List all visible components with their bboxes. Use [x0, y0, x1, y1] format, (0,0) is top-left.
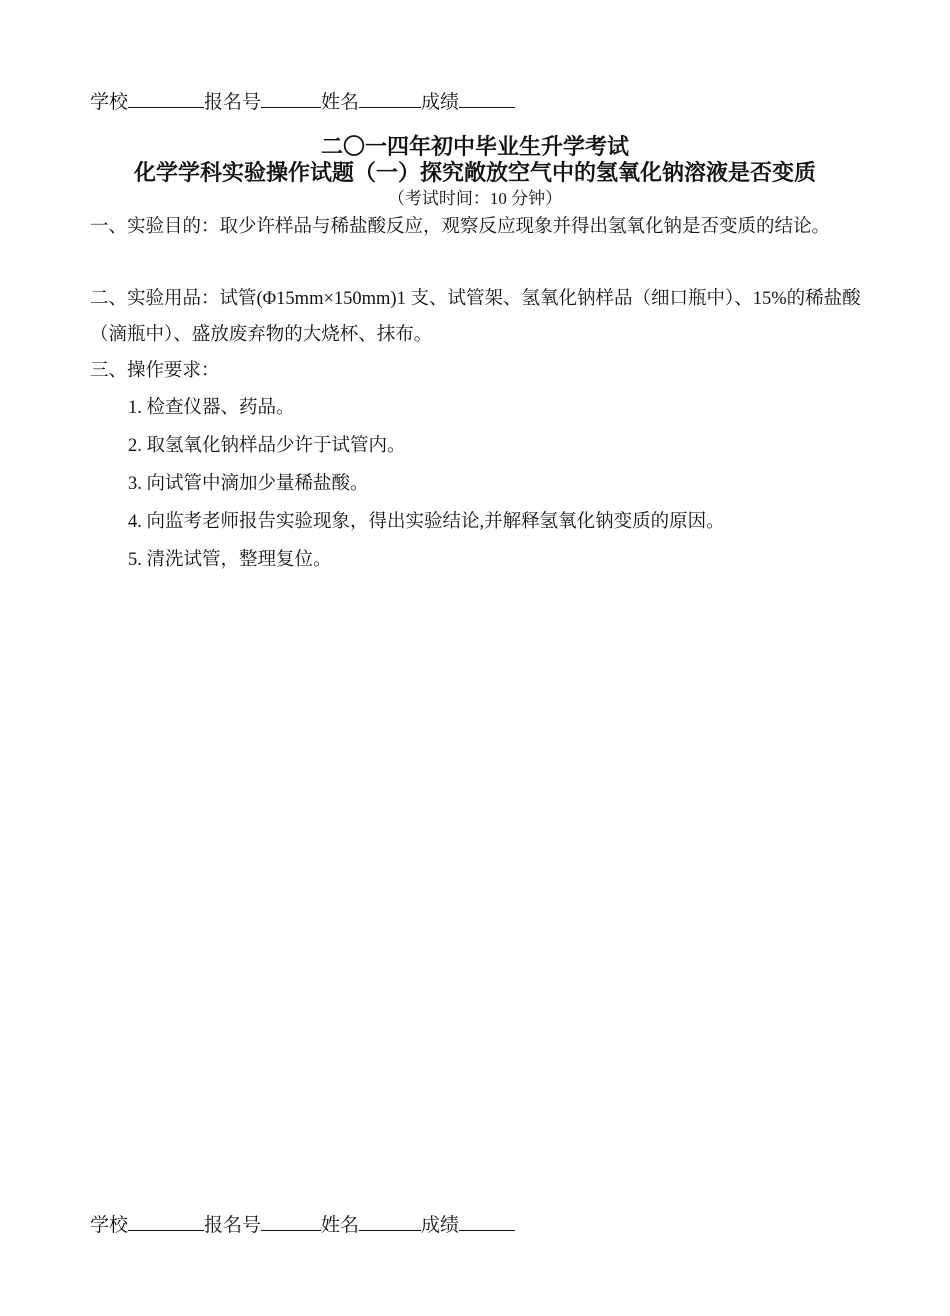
reg-number-label: 报名号: [204, 1215, 262, 1236]
exam-time: （考试时间：10 分钟）: [387, 189, 563, 208]
experiment-title: 化学学科实验操作试题（一）探究敞放空气中的氢氧化钠溶液是否变质: [133, 161, 816, 186]
reg-number-blank[interactable]: [261, 1212, 321, 1231]
student-info-line-top: [90, 89, 515, 115]
school-blank[interactable]: [128, 1212, 204, 1231]
score-blank[interactable]: [459, 1212, 515, 1231]
step-item: 4. 向监考老师报告实验现象，得出实验结论,并解释氢氧化钠变质的原因。: [128, 512, 725, 532]
reg-number-label: 报名号: [204, 92, 262, 113]
exam-title: 二〇一四年初中毕业生升学考试: [320, 135, 629, 160]
section-materials: 二、实验用品：试管(Φ15mm×150mm)1 支、试管架、氢氧化钠样品（细口瓶中）、15%的稀盐酸（滴瓶中）、盛放废弃物的大烧杯、抹布。: [90, 289, 861, 345]
section-requirements-heading: 三、操作要求：: [90, 361, 220, 381]
name-blank[interactable]: [359, 1212, 421, 1231]
school-blank[interactable]: [128, 89, 204, 108]
name-blank[interactable]: [359, 89, 421, 108]
school-label: 学校: [90, 1215, 129, 1236]
step-item: 2. 取氢氧化钠样品少许于试管内。: [128, 436, 406, 456]
score-label: 成绩: [421, 92, 460, 113]
school-label: 学校: [90, 92, 129, 113]
reg-number-blank[interactable]: [261, 89, 321, 108]
name-label: 姓名: [321, 1215, 360, 1236]
step-item: 5. 清洗试管，整理复位。: [128, 550, 332, 570]
score-label: 成绩: [421, 1215, 460, 1236]
student-info-line-bottom: [90, 1212, 515, 1238]
operation-steps: [128, 389, 725, 579]
step-item: 1. 检查仪器、药品。: [128, 398, 295, 418]
score-blank[interactable]: [459, 89, 515, 108]
step-item: 3. 向试管中滴加少量稀盐酸。: [128, 474, 369, 494]
name-label: 姓名: [321, 92, 360, 113]
section-purpose: 一、实验目的：取少许样品与稀盐酸反应，观察反应现象并得出氢氧化钠是否变质的结论。: [90, 217, 831, 237]
